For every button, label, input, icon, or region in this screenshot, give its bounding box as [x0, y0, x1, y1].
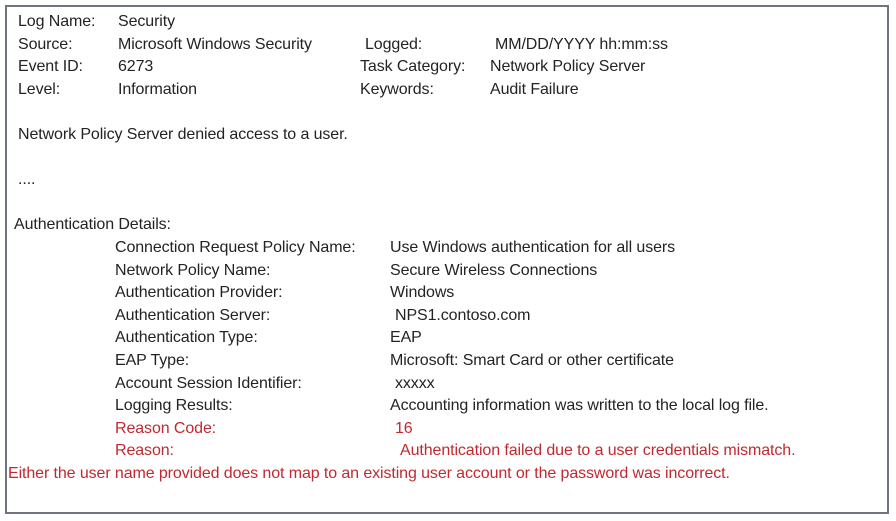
detail-row-account-session-identifier [115, 373, 879, 396]
detail-row-network-policy-name [115, 260, 879, 283]
detail-value: NPS1.contoso.com [395, 306, 531, 324]
detail-label: Authentication Type: [115, 329, 258, 347]
header-row-log-name [18, 11, 879, 34]
detail-label: Reason Code: [115, 419, 217, 437]
detail-value: Microsoft: Smart Card or other certificate [390, 351, 674, 369]
detail-row-authentication-provider [115, 282, 879, 305]
detail-value: Windows [390, 284, 455, 302]
spacer [18, 147, 879, 170]
event-log-panel [5, 5, 889, 514]
detail-row-reason-code [115, 418, 879, 441]
keywords-value: Audit Failure [490, 80, 579, 98]
event-id-value: 6273 [118, 58, 154, 76]
level-label: Level: [18, 80, 61, 98]
detail-row-reason [115, 440, 879, 463]
header-row-level-keywords [18, 79, 879, 102]
keywords-label: Keywords: [360, 80, 434, 98]
event-description: Network Policy Server denied access to a user. [18, 125, 348, 143]
header-row-source-logged [18, 34, 879, 57]
logged-label: Logged: [365, 35, 423, 53]
log-name-label: Log Name: [18, 13, 96, 30]
detail-row-authentication-type [115, 327, 879, 350]
detail-label: Connection Request Policy Name: [115, 238, 356, 256]
detail-row-connection-request-policy [115, 237, 879, 260]
detail-label: Authentication Server: [115, 306, 271, 324]
empty-cell [490, 11, 879, 34]
detail-row-eap-type [115, 350, 879, 373]
spacer [18, 192, 879, 215]
detail-value: EAP [390, 329, 422, 347]
detail-value: xxxxx [395, 374, 435, 392]
source-value: Microsoft Windows Security [118, 35, 312, 53]
detail-value: Use Windows authentication for all users [390, 238, 676, 256]
source-label: Source: [18, 35, 73, 53]
task-category-value: Network Policy Server [490, 58, 646, 76]
detail-label: EAP Type: [115, 351, 190, 369]
logged-value: MM/DD/YYYY hh:mm:ss [495, 35, 668, 53]
spacer [18, 101, 879, 124]
level-value: Information [118, 80, 197, 98]
log-name-value: Security [118, 13, 175, 30]
detail-row-logging-results [115, 395, 879, 418]
header-row-eventid-taskcategory [18, 56, 879, 79]
detail-label: Authentication Provider: [115, 284, 283, 302]
detail-value: 16 [395, 419, 413, 437]
detail-label: Network Policy Name: [115, 261, 271, 279]
detail-label: Reason: [115, 442, 174, 460]
error-note: Either the user name provided does not map to an existing user account or the password was incorrect. [8, 464, 730, 482]
ellipsis-text: .... [18, 171, 36, 189]
detail-row-authentication-server [115, 305, 879, 328]
event-id-label: Event ID: [18, 58, 83, 76]
detail-value: Accounting information was written to the local log file. [390, 397, 769, 415]
task-category-label: Task Category: [360, 58, 466, 76]
detail-label: Logging Results: [115, 397, 233, 415]
empty-cell [360, 11, 490, 34]
auth-details-heading: Authentication Details: [14, 216, 171, 234]
detail-value: Authentication failed due to a user credentials mismatch. [400, 442, 796, 460]
detail-label: Account Session Identifier: [115, 374, 302, 392]
detail-value: Secure Wireless Connections [390, 261, 598, 279]
